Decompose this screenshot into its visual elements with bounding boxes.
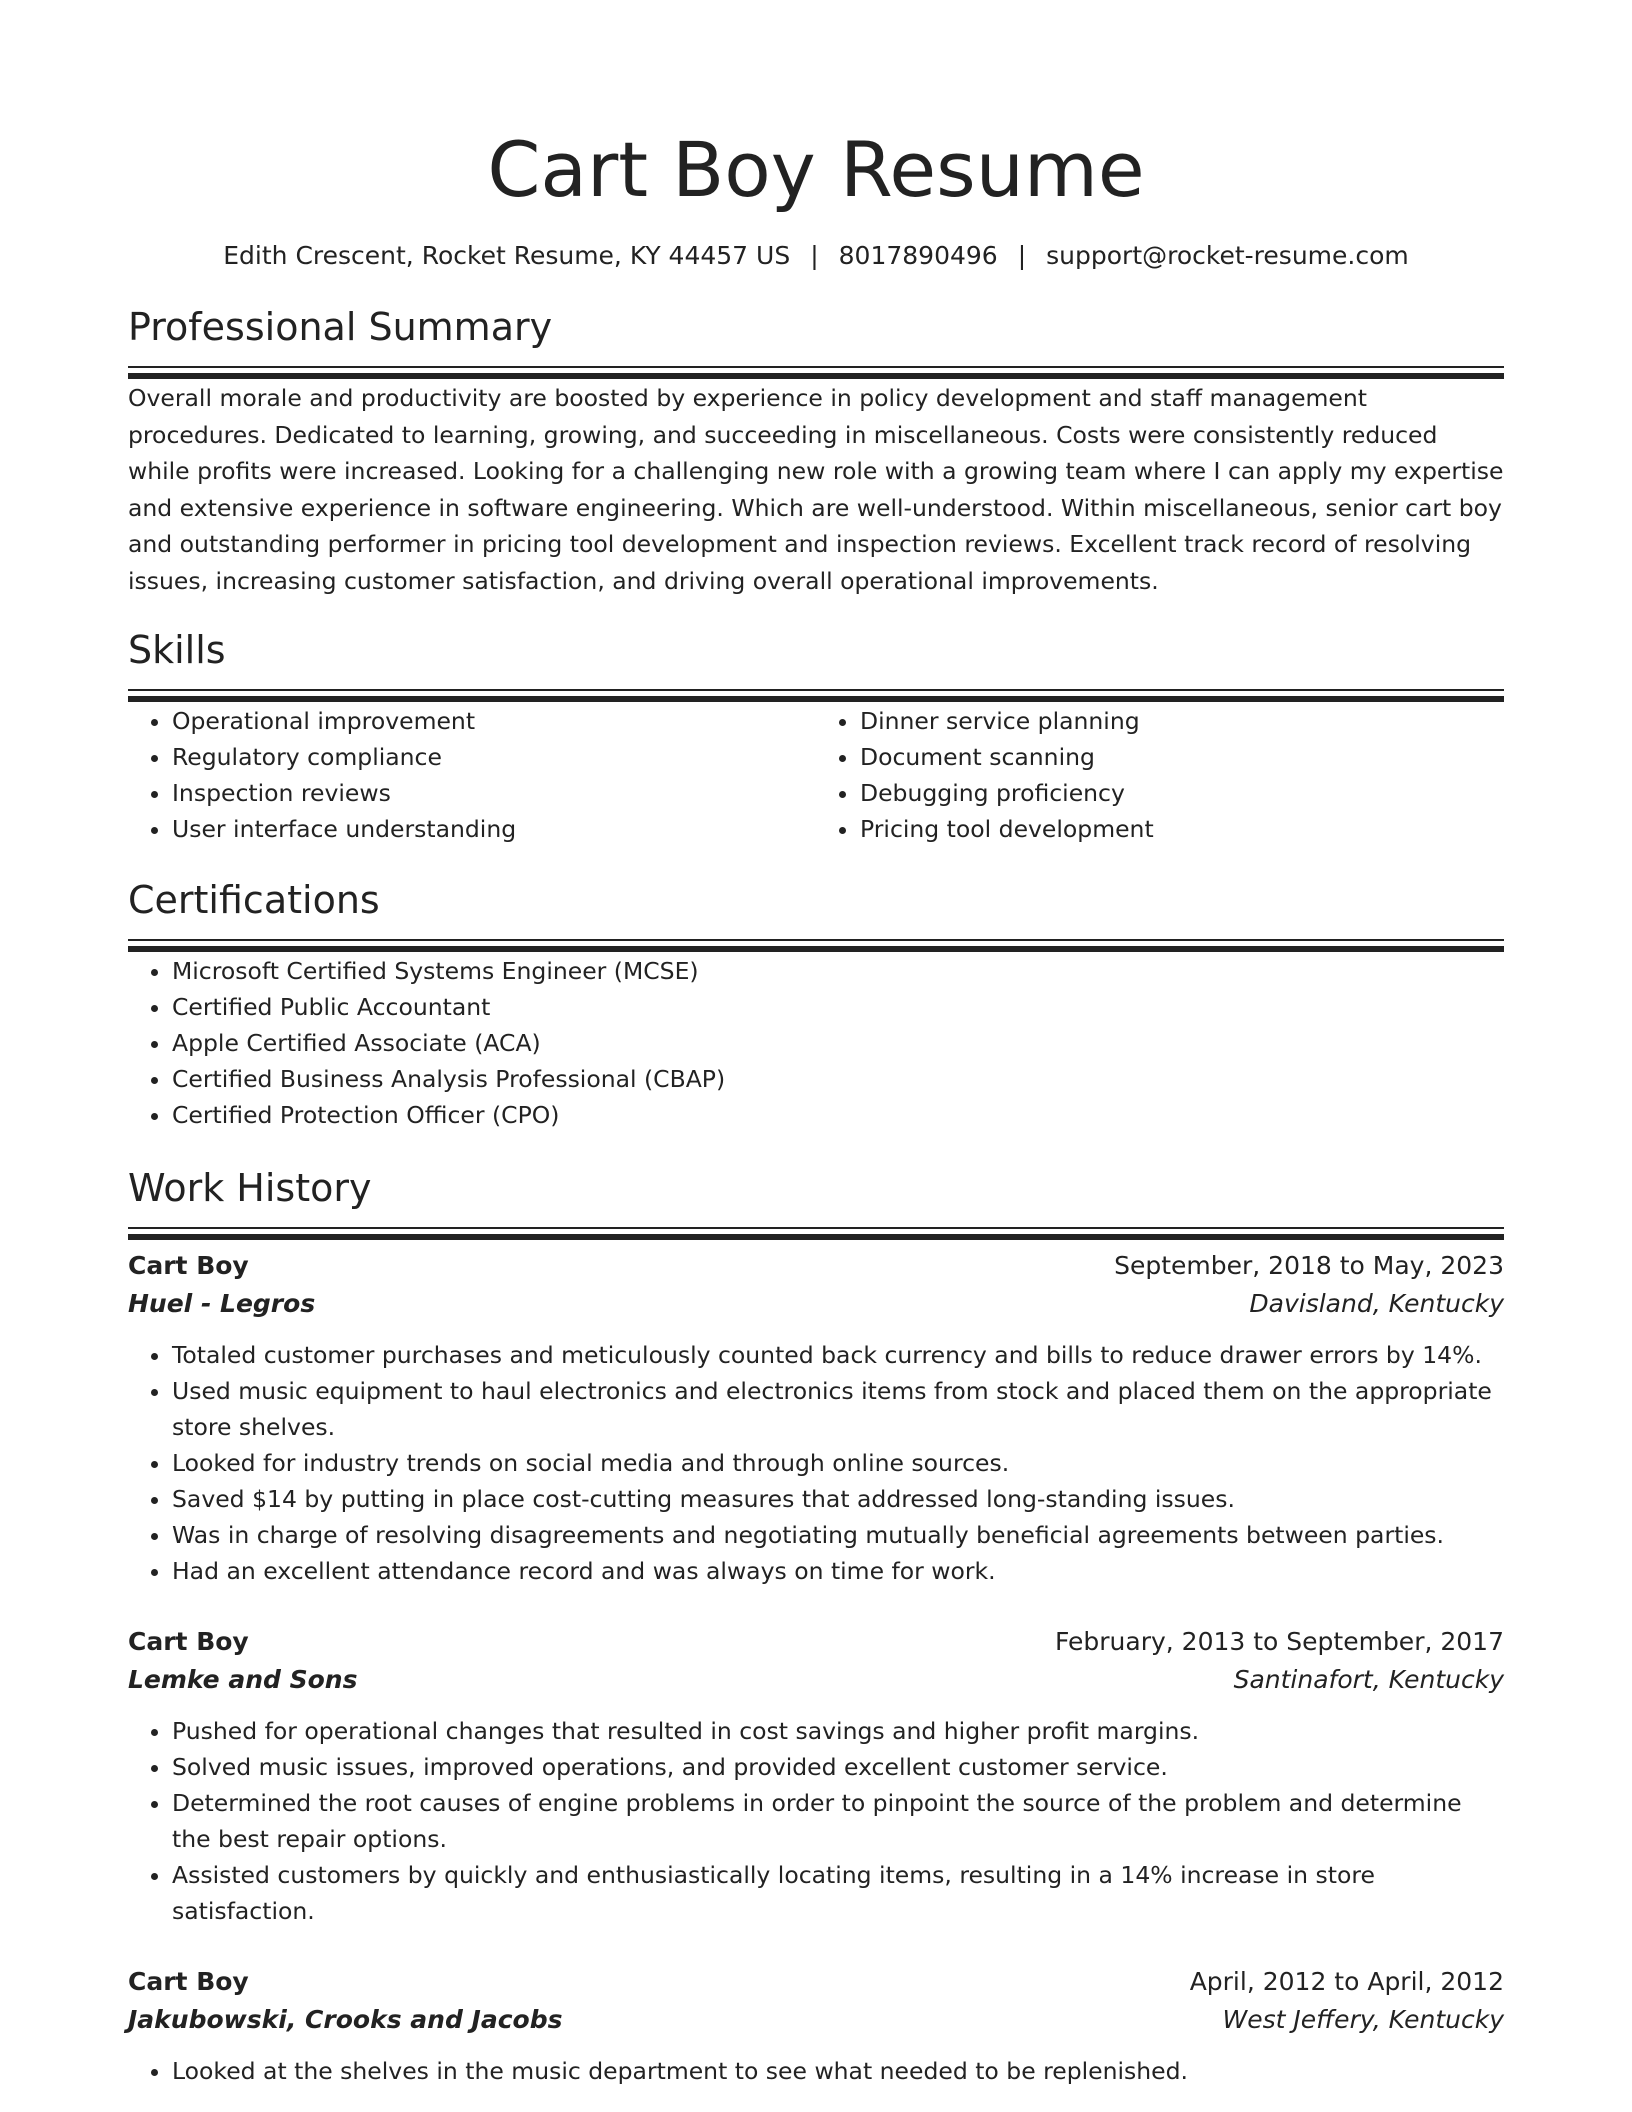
section-divider — [128, 366, 1504, 368]
section-skills — [128, 625, 1504, 847]
job-bullets — [128, 2053, 1504, 2089]
certification-item: • Microsoft Certified Systems Engineer (MCSE) — [172, 953, 1504, 989]
certification-item: • Certified Protection Officer (CPO) — [172, 1097, 1504, 1133]
job-company: Jakubowski, Crooks and Jacobs — [128, 2005, 563, 2034]
job-bullets — [128, 1713, 1504, 1929]
skill-item: • Regulatory compliance — [172, 739, 816, 775]
section-divider — [128, 689, 1504, 691]
skill-item: • Inspection reviews — [172, 775, 816, 811]
job-bullet: • Totaled customer purchases and meticulously counted back currency and bills to reduce drawer errors by 14%. — [172, 1337, 1504, 1373]
job-bullet: • Pushed for operational changes that resulted in cost savings and higher profit margins. — [172, 1713, 1504, 1749]
contact-line — [128, 238, 1504, 274]
job-location: Santinafort, Kentucky — [1233, 1665, 1504, 1694]
job-bullet: • Looked at the shelves in the music department to see what needed to be replenished. — [172, 2053, 1504, 2089]
contact-separator: | — [810, 241, 819, 270]
job-entry — [128, 1247, 1504, 1589]
skill-item: • Dinner service planning — [860, 703, 1504, 739]
job-location: Davisland, Kentucky — [1249, 1289, 1504, 1318]
job-header — [128, 1247, 1504, 1285]
job-header — [128, 1623, 1504, 1661]
contact-separator: | — [1017, 241, 1027, 270]
summary-text: Overall morale and productivity are boosted by experience in policy development and staff management procedures. Dedicated to learning, growing, and succeeding in miscellaneous. Costs were consistently reduced while profits were increased. Looking for a challenging new role with a growing team where I can apply my expertise and extensive experience in software engineering. Which are well-understood. Within miscellaneous, senior cart boy and outstanding performer in pricing tool development and inspection reviews. Excellent track record of resolving issues, increasing customer satisfaction, and driving overall operational improvements. — [128, 384, 1504, 595]
job-subheader — [128, 1285, 1504, 1323]
job-header — [128, 1963, 1504, 2001]
section-title-skills: Skills — [128, 628, 226, 672]
resume-name: Cart Boy Resume — [487, 125, 1145, 214]
contact-phone: 8017890496 — [838, 241, 998, 270]
certification-item: • Certified Public Accountant — [172, 989, 1504, 1025]
section-title-work-history: Work History — [128, 1166, 372, 1210]
job-company: Lemke and Sons — [128, 1665, 358, 1694]
section-title-summary: Professional Summary — [128, 305, 553, 349]
job-bullet: • Used music equipment to haul electronics and electronics items from stock and placed them on the appropriate store shelves. — [172, 1373, 1504, 1445]
job-bullet: • Assisted customers by quickly and enthusiastically locating items, resulting in a 14% increase in store satisfaction. — [172, 1857, 1504, 1929]
section-work-history — [128, 1163, 1504, 2089]
section-divider — [128, 1227, 1504, 1229]
job-subheader — [128, 1661, 1504, 1699]
section-title-certifications: Certifications — [128, 878, 380, 922]
job-location: West Jeffery, Kentucky — [1222, 2005, 1504, 2034]
section-professional-summary — [128, 302, 1504, 599]
skill-item: • User interface understanding — [172, 811, 816, 847]
certification-item: • Apple Certified Associate (ACA) — [172, 1025, 1504, 1061]
job-company: Huel - Legros — [128, 1289, 316, 1318]
job-dates: February, 2013 to September, 2017 — [1055, 1627, 1504, 1656]
job-entry — [128, 1623, 1504, 1929]
skill-item: • Document scanning — [860, 739, 1504, 775]
job-bullet: • Saved $14 by putting in place cost-cutting measures that addressed long-standing issues. — [172, 1481, 1504, 1517]
job-bullet: • Determined the root causes of engine problems in order to pinpoint the source of the problem and determine the best repair options. — [172, 1785, 1504, 1857]
job-subheader — [128, 2001, 1504, 2039]
section-divider — [128, 939, 1504, 941]
skills-columns — [128, 703, 1504, 847]
job-bullet: • Solved music issues, improved operations, and provided excellent customer service. — [172, 1749, 1504, 1785]
job-title: Cart Boy — [128, 1967, 249, 1996]
skill-item: • Operational improvement — [172, 703, 816, 739]
section-certifications — [128, 875, 1504, 1133]
job-bullet: • Looked for industry trends on social media and through online sources. — [172, 1445, 1504, 1481]
certification-item: • Certified Business Analysis Professional (CBAP) — [172, 1061, 1504, 1097]
job-bullet: • Had an excellent attendance record and was always on time for work. — [172, 1553, 1504, 1589]
job-dates: April, 2012 to April, 2012 — [1189, 1967, 1504, 1996]
contact-address: Edith Crescent, Rocket Resume, KY 44457 US — [223, 241, 791, 270]
job-bullets — [128, 1337, 1504, 1589]
job-title: Cart Boy — [128, 1627, 249, 1656]
job-entry — [128, 1963, 1504, 2089]
job-bullet: • Was in charge of resolving disagreements and negotiating mutually beneficial agreements between parties. — [172, 1517, 1504, 1553]
skills-list-left — [128, 703, 816, 847]
skill-item: • Pricing tool development — [860, 811, 1504, 847]
contact-email[interactable]: support@rocket-resume.com — [1046, 241, 1409, 270]
skill-item: • Debugging proficiency — [860, 775, 1504, 811]
skills-list-right — [816, 703, 1504, 847]
job-dates: September, 2018 to May, 2023 — [1114, 1251, 1504, 1280]
job-title: Cart Boy — [128, 1251, 249, 1280]
certifications-list — [128, 953, 1504, 1133]
